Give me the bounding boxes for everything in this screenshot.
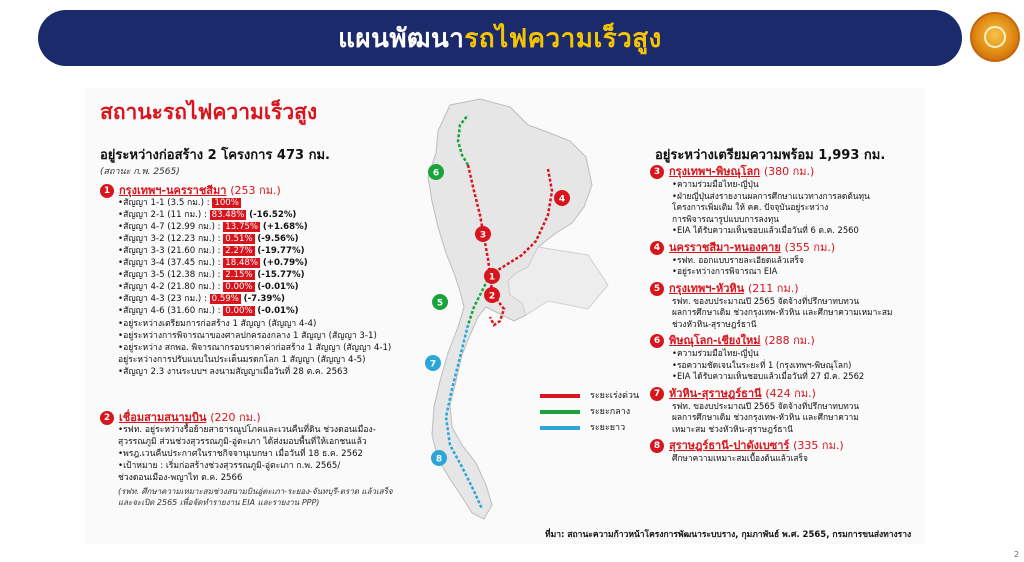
project-detail-line: โครงการเพิ่มเติม ให้ คค. ปัจจุบันอยู่ระหว่าง	[672, 202, 829, 212]
map-marker-2-label: 2	[488, 291, 496, 302]
map-marker-8-label: 8	[435, 454, 443, 465]
project-7-title	[650, 386, 930, 401]
project-8-km: (335 กม.)	[793, 439, 844, 452]
project-detail-line: •อยู่ระหว่างการพิจารณา EIA	[672, 266, 778, 276]
contract-row	[118, 293, 308, 305]
project-8-name: สุราษฎร์ธานี-ปาดังเบซาร์	[669, 439, 790, 452]
project-detail-line: •EIA ได้รับความเห็นชอบแล้วเมื่อวันที่ 6 ต.ค. 2560	[672, 225, 859, 235]
status-note: (สถานะ ก.พ. 2565)	[100, 167, 180, 177]
project-5-name: กรุงเทพฯ-หัวหิน	[669, 281, 745, 295]
project-6-km: (288 กม.)	[764, 334, 815, 347]
legend-label-medium: ระยะกลาง	[590, 407, 631, 417]
legend-swatch-red	[540, 394, 580, 398]
project-2-notes	[118, 424, 376, 484]
contract-change: (-19.77%)	[257, 246, 305, 256]
project-4-name: นครราชสีมา-หนองคาย	[669, 240, 781, 254]
legend-item-medium	[540, 404, 630, 418]
project-6-details	[650, 348, 930, 383]
main-heading: สถานะรถไฟความเร็วสูง	[100, 100, 318, 124]
legend-label-urgent: ระยะเร่งด่วน	[590, 391, 640, 401]
contract-change: (-15.77%)	[257, 270, 305, 280]
project-7-name: หัวหิน-สุราษฎร์ธานี	[669, 386, 762, 400]
project-2-note: •เป้าหมาย : เริ่มก่อสร้างช่วงสุวรรณภูมิ-อู่ตะเภา ก.พ. 2565/	[118, 461, 341, 471]
contract-change: (-0.01%)	[257, 306, 299, 316]
contract-row	[118, 209, 308, 221]
project-1-note: •อยู่ระหว่างเตรียมการก่อสร้าง 1 สัญญา (สัญญา 4-4)	[118, 319, 317, 329]
project-7-details	[650, 401, 930, 436]
contract-progress: 83.48%	[211, 210, 245, 220]
project-1-name: กรุงเทพฯ-นครราชสีมา	[119, 184, 227, 197]
contract-label: •สัญญา 3-2 (12.23 กม.) :	[118, 234, 221, 244]
project-4-details	[650, 255, 930, 278]
contract-row	[118, 233, 308, 245]
project-2-note: •พรฎ.เวนคืนประกาศในราชกิจจานุเบกษา เมื่อวันที่ 18 ธ.ค. 2562	[118, 449, 364, 459]
contract-label: •สัญญา 4-2 (21.80 กม.) :	[118, 282, 221, 292]
project-5-details	[650, 296, 930, 331]
project-5-number: 5	[650, 282, 664, 296]
project-detail-line: เหมาะสม ช่วงหัวหิน-สุราษฎร์ธานี	[672, 423, 793, 434]
map-marker-4-label: 4	[558, 194, 566, 205]
contract-row	[118, 269, 308, 281]
contract-progress: 100%	[214, 198, 239, 208]
map-marker-1-label: 1	[488, 272, 496, 283]
thailand-rail-map	[388, 95, 646, 530]
contract-change: (-7.39%)	[243, 294, 285, 304]
thailand-shape	[428, 99, 592, 519]
project-4-title	[650, 240, 930, 255]
project-1-notes	[118, 318, 391, 378]
project-6-number: 6	[650, 334, 664, 348]
project-detail-line: •ความร่วมมือไทย-ญี่ปุ่น	[672, 179, 759, 189]
project-6-name: พิษณุโลก-เชียงใหม่	[669, 334, 761, 347]
project-detail-line: รฟท. ของบประมาณปี 2565 จัดจ้างที่ปรึกษาทบทวน	[672, 295, 860, 306]
contract-progress: 0.00%	[225, 306, 253, 316]
project-3-block	[650, 164, 930, 237]
project-8-number: 8	[650, 439, 664, 453]
project-4-number: 4	[650, 241, 664, 255]
project-detail-line: การพิจารณารูปแบบการลงทุน	[672, 213, 779, 224]
contract-label: •สัญญา 4-6 (31.60 กม.) :	[118, 306, 221, 316]
project-1-note: อยู่ระหว่างการปรับแบบในประเด็นมรดกโลก 1 สัญญา (สัญญา 4-5)	[118, 355, 366, 365]
project-4-km: (355 กม.)	[784, 240, 836, 254]
contract-label: •สัญญา 3-4 (37.45 กม.) :	[118, 258, 221, 268]
contract-row	[118, 245, 308, 257]
contract-label: •สัญญา 4-7 (12.99 กม.) :	[118, 222, 221, 232]
contract-progress: 0.00%	[225, 282, 253, 292]
project-7-block	[650, 386, 930, 436]
legend-item-urgent	[540, 388, 639, 402]
project-5-block	[650, 281, 930, 331]
map-marker-5-label: 5	[436, 298, 444, 309]
left-heading: อยู่ระหว่างก่อสร้าง 2 โครงการ 473 กม.	[100, 148, 330, 163]
title-part-white: แผนพัฒนา	[338, 23, 465, 54]
project-detail-line: ผลการศึกษาเดิม ช่วงกรุงเทพ-หัวหิน และศึกษาความ	[672, 412, 859, 422]
project-7-km: (424 กม.)	[765, 386, 816, 400]
project-2-note: ช่วงดอนเมือง-พญาไท ต.ค. 2566	[118, 473, 243, 483]
project-2-km: (220 กม.)	[210, 411, 261, 424]
project-1-km: (253 กม.)	[230, 184, 281, 197]
project-3-name: กรุงเทพฯ-พิษณุโลก	[669, 165, 760, 178]
map-marker-3-label: 3	[479, 230, 487, 241]
project-1-note: •อยู่ระหว่าง สกพอ. พิจารณากรอบราคาค่าก่อสร้าง 1 สัญญา (สัญญา 4-1)	[118, 343, 392, 353]
project-3-title	[650, 164, 930, 179]
seal-emblem-icon	[970, 12, 1020, 62]
project-detail-line: •รอความชัดเจนในระยะที่ 1 (กรุงเทพฯ-พิษณุโลก)	[672, 359, 852, 370]
project-detail-line: •EIA ได้รับความเห็นชอบแล้วเมื่อวันที่ 27 มี.ค. 2562	[672, 371, 865, 381]
contract-row	[118, 257, 308, 269]
project-2-footnote-line: และจะเปิด 2565 เพื่อจัดทำรายงาน EIA และรายงาน PPP)	[118, 498, 320, 507]
right-heading: อยู่ระหว่างเตรียมความพร้อม 1,993 กม.	[655, 148, 886, 163]
contract-change: (+1.68%)	[262, 222, 308, 232]
title-part-yellow: รถไฟความเร็วสูง	[464, 23, 662, 54]
legend-label-long: ระยะยาว	[590, 423, 626, 433]
project-detail-line: ศึกษาความเหมาะสมเบื้องต้นแล้วเสร็จ	[672, 453, 808, 463]
project-detail-line: •ความร่วมมือไทย-ญี่ปุ่น	[672, 348, 759, 358]
project-3-km: (380 กม.)	[763, 165, 815, 178]
contract-progress: 13.75%	[225, 222, 259, 232]
project-5-km: (211 กม.)	[748, 281, 799, 295]
project-1-number: 1	[100, 184, 114, 198]
project-detail-line: ผลการศึกษาเดิม ช่วงกรุงเทพ-หัวหิน และศึกษาความเหมาะสม	[672, 307, 893, 317]
project-4-block	[650, 240, 930, 278]
project-1-note: •อยู่ระหว่างการพิจารณาของศาลปกครองกลาง 1 สัญญา (สัญญา 3-1)	[118, 331, 377, 341]
project-5-title	[650, 281, 930, 296]
contract-change: (-0.01%)	[257, 282, 299, 292]
project-7-number: 7	[650, 387, 664, 401]
contract-progress: 18.48%	[225, 258, 259, 268]
contract-change: (-9.56%)	[257, 234, 299, 244]
contract-label: •สัญญา 3-5 (12.38 กม.) :	[118, 270, 221, 280]
project-6-block	[650, 333, 930, 383]
project-8-block	[650, 438, 930, 465]
project-2-note: สุวรรณภูมิ ส่วนช่วงสุวรรณภูมิ-อู่ตะเภา ได้ส่งมอบพื้นที่ให้เอกชนแล้ว	[118, 437, 367, 447]
project-detail-line: รฟท. ของบประมาณปี 2565 จัดจ้างที่ปรึกษาทบทวน	[672, 400, 860, 411]
map-marker-7-label: 7	[429, 359, 437, 370]
contract-progress: 0.51%	[225, 234, 253, 244]
contract-change: (-16.52%)	[249, 210, 297, 220]
project-8-details	[650, 453, 930, 465]
contract-change: (+0.79%)	[262, 258, 308, 268]
right-project-list	[650, 164, 930, 468]
project-3-number: 3	[650, 165, 664, 179]
project-6-title	[650, 333, 930, 348]
project-2-number: 2	[100, 411, 114, 425]
title-banner	[38, 10, 962, 66]
contract-row	[118, 221, 308, 233]
project-2-footnote-line: (รฟท. ศึกษาความเหมาะสมช่วงสนามบินอู่ตะเภา-ระยอง-จันทบุรี-ตราด แล้วเสร็จ	[118, 487, 393, 496]
contract-label: •สัญญา 3-3 (21.60 กม.) :	[118, 246, 221, 256]
project-1-note: •สัญญา 2.3 งานระบบฯ ลงนามสัญญาเมื่อวันที่ 28 ต.ค. 2563	[118, 367, 348, 377]
project-detail-line: ช่วงหัวหิน-สุราษฎร์ธานี	[672, 318, 757, 329]
contract-progress: 0.59%	[211, 294, 239, 304]
contract-label: •สัญญา 2-1 (11 กม.) :	[118, 210, 207, 220]
project-3-details	[650, 179, 930, 237]
legend-swatch-blue	[540, 426, 580, 430]
contract-progress: 2.27%	[225, 246, 253, 256]
project-2-footnote	[118, 486, 393, 508]
project-2-note: •รฟท. อยู่ระหว่างรื้อย้ายสาธารณูปโภคและเวนคืนที่ดิน ช่วงดอนเมือง-	[118, 425, 376, 435]
project-detail-line: •รฟท. ออกแบบรายละเอียดแล้วเสร็จ	[672, 254, 804, 265]
contract-list	[118, 197, 308, 317]
contract-row	[118, 305, 308, 317]
contract-row	[118, 281, 308, 293]
page-number: 2	[1014, 550, 1020, 559]
project-detail-line: •ฝ่ายญี่ปุ่นส่งรายงานผลการศึกษาแนวทางการลดต้นทุน	[672, 190, 870, 201]
contract-row	[118, 197, 308, 209]
contract-label: •สัญญา 1-1 (3.5 กม.) :	[118, 198, 210, 208]
project-8-title	[650, 438, 930, 453]
contract-label: •สัญญา 4-3 (23 กม.) :	[118, 294, 207, 304]
legend-swatch-green	[540, 410, 580, 414]
contract-progress: 2.15%	[225, 270, 253, 280]
project-2-name: เชื่อมสามสนามบิน	[119, 411, 207, 424]
legend-item-long	[540, 420, 625, 434]
source-footer: ที่มา: สถานะความก้าวหน้าโครงการพัฒนาระบบราง, กุมภาพันธ์ พ.ศ. 2565, กรมการขนส่งทางราง	[545, 530, 912, 540]
map-marker-6-label: 6	[432, 168, 440, 179]
